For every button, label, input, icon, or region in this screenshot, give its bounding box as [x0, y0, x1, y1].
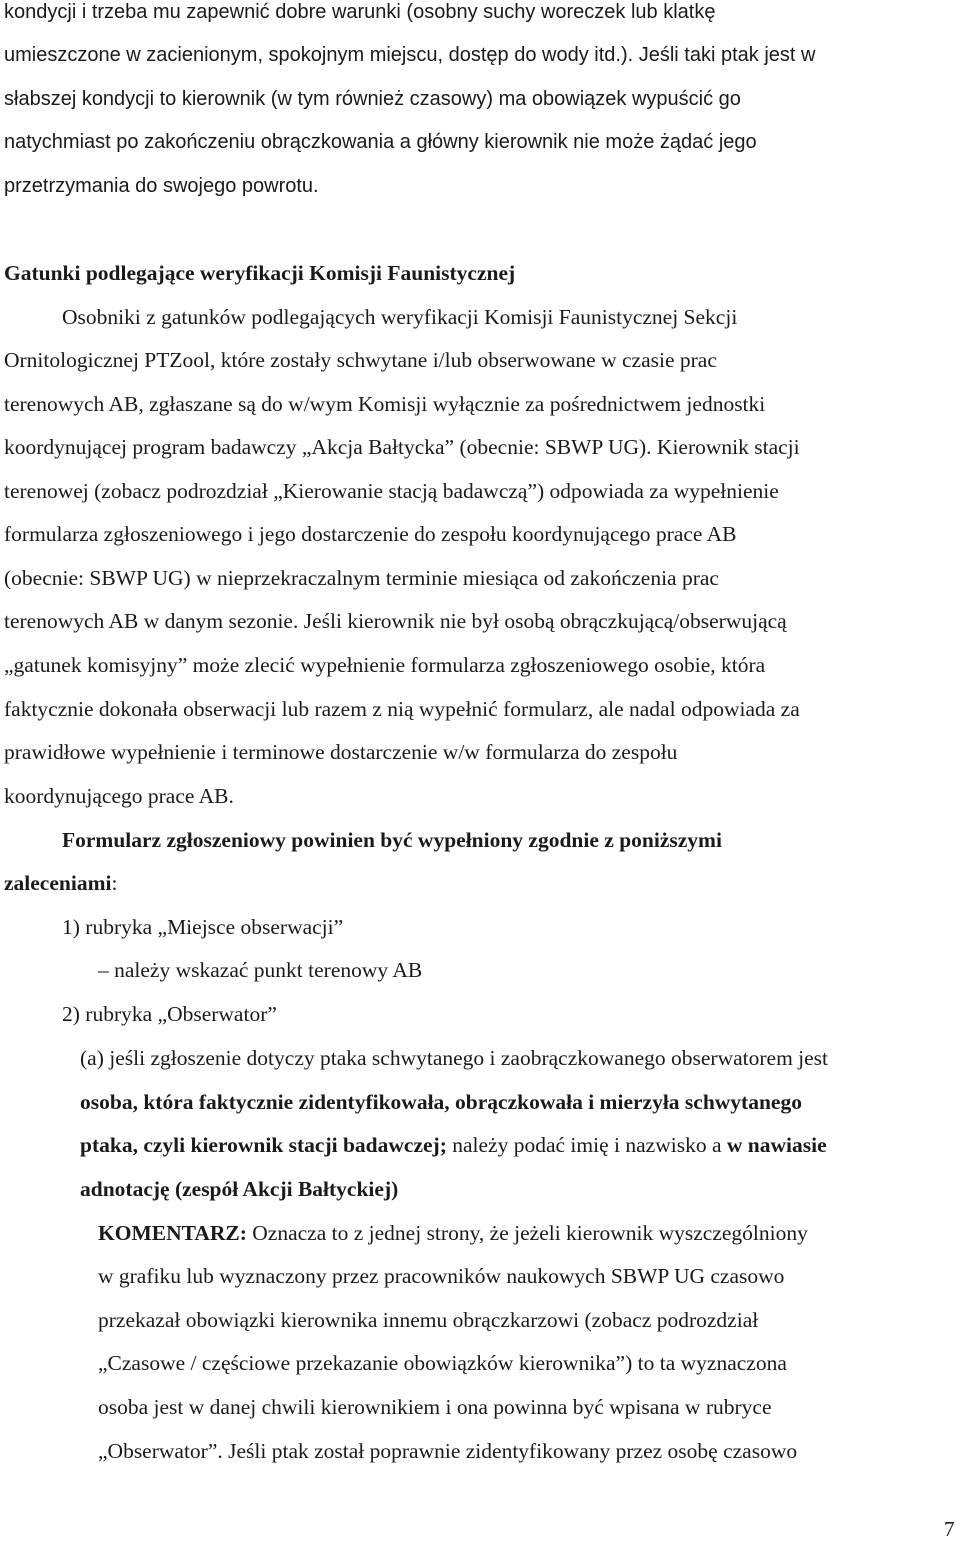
form-item-1-sub: – należy wskazać punkt terenowy AB — [98, 958, 423, 982]
form-heading-line-2 — [4, 868, 117, 898]
intro-line-2: umieszczone w zacienionym, spokojnym miejscu, dostęp do wody itd.). Jeśli taki ptak jest w — [4, 44, 816, 66]
section-line-3: terenowych AB, zgłaszane są do w/wym Komisji wyłącznie za pośrednictwem jednostki — [4, 392, 766, 416]
form-heading-colon: : — [111, 871, 118, 895]
form-item-2a-normal: należy podać imię i nazwisko a — [446, 1133, 727, 1157]
form-item-2a-bold-1: osoba, która faktycznie zidentyfikowała, obrączkowała i mierzyła schwytanego — [80, 1090, 802, 1114]
form-item-1: 1) rubryka „Miejsce obserwacji” — [62, 915, 344, 939]
intro-line-4: natychmiast po zakończeniu obrączkowania a główny kierownik nie może żądać jego — [4, 131, 757, 153]
comment-line-5: osoba jest w danej chwili kierownikiem i ona powinna być wpisana w rubryce — [98, 1395, 772, 1419]
section-line-4: koordynującej program badawczy „Akcja Bałtycka” (obecnie: SBWP UG). Kierownik stacji — [4, 435, 800, 459]
comment-line-3: przekazał obowiązki kierownika innemu obrączkarzowi (zobacz podrozdział — [98, 1308, 759, 1332]
page-number: 7 — [944, 1517, 955, 1541]
form-item-2a-bold-3: w nawiasie — [726, 1133, 827, 1157]
section-line-11: prawidłowe wypełnienie i terminowe dostarczenie w/w formularza do zespołu — [4, 740, 678, 764]
section-heading — [4, 258, 515, 288]
form-item-2a-bold-2: ptaka, czyli kierownik stacji badawczej; — [80, 1133, 447, 1157]
section-line-6: formularza zgłoszeniowego i jego dostarczenie do zespołu koordynującego prace AB — [4, 522, 737, 546]
form-heading-text-2: zaleceniami — [4, 871, 112, 895]
section-heading-text: Gatunki podlegające weryfikacji Komisji Faunistycznej — [4, 261, 516, 285]
comment-text-1: Oznacza to z jednej strony, że jeżeli kierownik wyszczególniony — [246, 1221, 808, 1245]
form-heading-line-1 — [62, 825, 722, 855]
form-heading-text: Formularz zgłoszeniowy powinien być wypełniony zgodnie z poniższymi — [62, 828, 722, 852]
section-line-12: koordynującego prace AB. — [4, 784, 234, 808]
comment-line-4: „Czasowe / częściowe przekazanie obowiązków kierownika”) to ta wyznaczona — [98, 1351, 787, 1375]
intro-line-5: przetrzymania do swojego powrotu. — [4, 175, 319, 197]
form-item-2a-line-1: (a) jeśli zgłoszenie dotyczy ptaka schwytanego i zaobrączkowanego obserwatorem jest — [80, 1046, 829, 1070]
section-line-10: faktycznie dokonała obserwacji lub razem z nią wypełnić formularz, ale nadal odpowiada za — [4, 697, 800, 721]
section-line-9: „gatunek komisyjny” może zlecić wypełnienie formularza zgłoszeniowego osobie, która — [4, 653, 766, 677]
intro-line-1: kondycji i trzeba mu zapewnić dobre warunki (osobny suchy woreczek lub klatkę — [4, 1, 716, 23]
comment-line-1 — [98, 1218, 808, 1248]
form-item-2a-bold-4: adnotację (zespół Akcji Bałtyckiej) — [80, 1177, 399, 1201]
comment-line-6: „Obserwator”. Jeśli ptak został poprawnie zidentyfikowany przez osobę czasowo — [98, 1439, 798, 1463]
section-line-8: terenowych AB w danym sezonie. Jeśli kierownik nie był osobą obrączkującą/obserwującą — [4, 609, 787, 633]
section-line-7: (obecnie: SBWP UG) w nieprzekraczalnym terminie miesiąca od zakończenia prac — [4, 566, 719, 590]
comment-line-2: w grafiku lub wyznaczony przez pracowników naukowych SBWP UG czasowo — [98, 1264, 785, 1288]
section-line-2: Ornitologicznej PTZool, które zostały schwytane i/lub obserwowane w czasie prac — [4, 348, 717, 372]
section-line-5: terenowej (zobacz podrozdział „Kierowanie stacją badawczą”) odpowiada za wypełnienie — [4, 479, 779, 503]
form-item-2: 2) rubryka „Obserwator” — [62, 1002, 277, 1026]
comment-label: KOMENTARZ: — [98, 1221, 247, 1245]
intro-line-3: słabszej kondycji to kierownik (w tym również czasowy) ma obowiązek wypuścić go — [4, 88, 741, 110]
section-line-1: Osobniki z gatunków podlegających weryfikacji Komisji Faunistycznej Sekcji — [62, 305, 738, 329]
form-item-2a-line-2 — [80, 1087, 802, 1117]
form-item-2a-line-4 — [80, 1174, 398, 1204]
form-item-2a-line-3 — [80, 1130, 827, 1160]
